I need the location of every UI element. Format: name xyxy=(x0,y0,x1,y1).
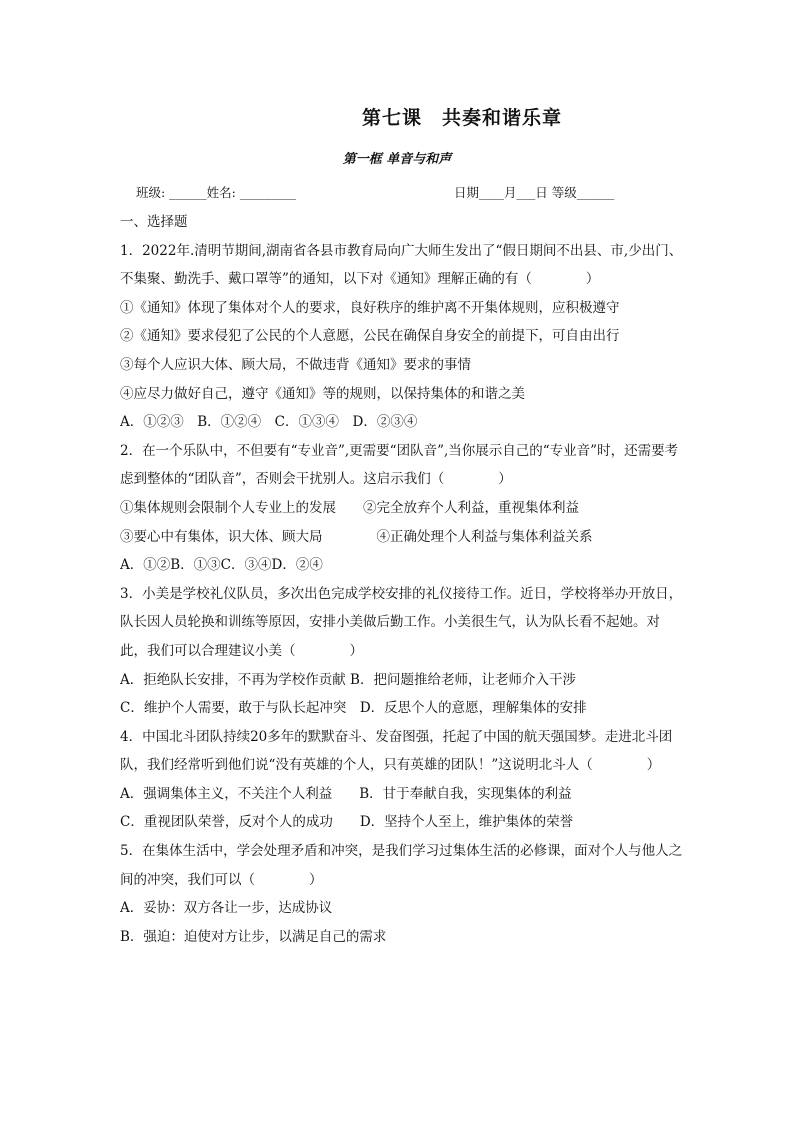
section-heading: 一、选择题 xyxy=(120,214,188,230)
date-grade-fields: 日期____月___日 等级______ xyxy=(454,185,615,200)
question-option-line: ③要心中有集体，识大体、顾大局 ④正确处理个人利益与集体利益关系 xyxy=(120,528,593,545)
page-title: 第七课 共奏和谐乐章 xyxy=(361,107,562,129)
question-1 xyxy=(120,237,686,437)
question-option-line: ③每个人应识大体、顾大局，不做违背《通知》要求的事情 xyxy=(120,356,471,373)
question-5 xyxy=(120,837,686,951)
answer-choices: C．维护个人需要，敢于与队长起冲突 D．反思个人的意愿，理解集体的安排 xyxy=(120,700,587,717)
question-option-line: ①集体规则会限制个人专业上的发展 ②完全放弃个人利益，重视集体利益 xyxy=(120,499,579,516)
question-option-line: ①《通知》体现了集体对个人的要求，良好秩序的维护离不开集体规则，应积极遵守 xyxy=(120,299,620,316)
question-content xyxy=(120,208,686,951)
question-option-line: ②《通知》要求侵犯了公民的个人意愿，公民在确保自身安全的前提下，可自由出行 xyxy=(120,328,620,345)
question-stem: 4．中国北斗团队持续20多年的默默奋斗、发奋图强，托起了中国的航天强国梦。走进北斗团队，我们经常听到他们说“没有英雄的个人，只有英雄的团队！”这说明北斗人（ ） xyxy=(120,728,673,774)
answer-choices: A．强调集体主义，不关注个人利益 B．甘于奉献自我，实现集体的利益 xyxy=(120,785,572,802)
answer-choices: B．强迫：迫使对方让步，以满足自己的需求 xyxy=(120,928,387,945)
answer-choices: A．拒绝队长安排，不再为学校作贡献 B．把问题推给老师，让老师介入干涉 xyxy=(120,671,576,688)
question-option-line: ④应尽力做好自己，遵守《通知》等的规则，以保持集体的和谐之美 xyxy=(120,385,525,402)
answer-choices: C．重视团队荣誉，反对个人的成功 D．坚持个人至上，维护集体的荣誉 xyxy=(120,814,574,831)
question-4 xyxy=(120,723,686,837)
answer-choices: A．妥协：双方各让一步，达成协议 xyxy=(120,900,333,917)
class-name-fields: 班级: ______姓名: _________ xyxy=(136,185,297,200)
answer-choices: A．①②③ B．①②④ C．①③④ D．②③④ xyxy=(120,414,418,431)
answer-choices: A．①②B．①③C．③④D．②④ xyxy=(120,557,323,574)
question-stem: 5．在集体生活中，学会处理矛盾和冲突，是我们学习过集体生活的必修课，面对个人与他人之间的冲突，我们可以（ ） xyxy=(120,843,683,888)
page-subtitle: 第一框 单音与和声 xyxy=(342,152,452,167)
question-2 xyxy=(120,437,686,580)
question-3 xyxy=(120,580,686,723)
question-stem: 1．2022年.清明节期间,湖南省各县市教育局向广大师生发出了“假日期间不出县、市,少出门、不集聚、勤洗手、戴口罩等”的通知，以下对《通知》理解正确的有（ ） xyxy=(120,242,683,288)
question-stem: 3．小美是学校礼仪队员，多次出色完成学校安排的礼仪接待工作。近日，学校将举办开放日，队长因人员轮换和训练等原因，安排小美做后勤工作。小美很生气，认为队长看不起她。对此，我们可以合理建议小美（ ） xyxy=(120,585,683,659)
question-stem: 2．在一个乐队中，不但要有“专业音”,更需要“团队音”,当你展示自己的“专业音”时，还需要考虑到整体的“团队音”，否则会干扰别人。这启示我们（ ） xyxy=(120,442,679,488)
